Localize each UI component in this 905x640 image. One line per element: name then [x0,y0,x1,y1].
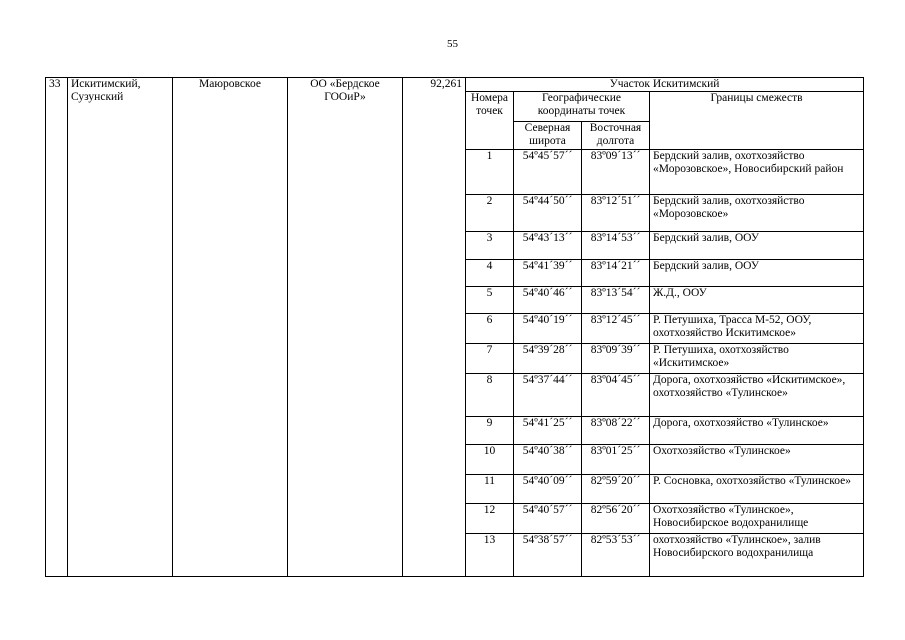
hunting-grounds-table [45,77,864,577]
district-cell: Искитимский, Сузунский [68,78,173,577]
point-number: 13 [466,534,514,577]
longitude-cell: 83º14´53´´ [582,232,650,260]
header-geo-coords: Географические координаты точек [514,92,650,122]
boundary-cell: Охотхозяйство «Тулинское» [650,445,864,475]
point-number: 9 [466,417,514,445]
boundary-cell: Бердский залив, ООУ [650,260,864,287]
organization-cell: ОО «Бердское ГООиР» [288,78,403,577]
longitude-cell: 83º08´22´´ [582,417,650,445]
longitude-cell: 82º56´20´´ [582,504,650,534]
point-number: 12 [466,504,514,534]
point-number: 2 [466,195,514,232]
boundary-cell: Р. Сосновка, охотхозяйство «Тулинское» [650,475,864,504]
latitude-cell: 54º40´09´´ [514,475,582,504]
header-north-latitude: Северная широта [514,122,582,150]
point-number: 5 [466,287,514,314]
longitude-cell: 83º13´54´´ [582,287,650,314]
page-number: 55 [447,38,458,50]
area-cell: 92,261 [403,78,466,577]
boundary-cell: Бердский залив, ООУ [650,232,864,260]
boundary-cell: Бердский залив, охотхозяйство «Морозовское», Новосибирский район [650,150,864,195]
longitude-cell: 83º09´13´´ [582,150,650,195]
latitude-cell: 54º37´44´´ [514,374,582,417]
longitude-cell: 83º04´45´´ [582,374,650,417]
latitude-cell: 54º40´57´´ [514,504,582,534]
boundary-cell: Р. Петушиха, Трасса М-52, ООУ, охотхозяйство Искитимское» [650,314,864,344]
boundary-cell: Р. Петушиха, охотхозяйство «Искитимское» [650,344,864,374]
longitude-cell: 83º09´39´´ [582,344,650,374]
longitude-cell: 83º14´21´´ [582,260,650,287]
latitude-cell: 54º40´19´´ [514,314,582,344]
latitude-cell: 54º45´57´´ [514,150,582,195]
latitude-cell: 54º40´46´´ [514,287,582,314]
latitude-cell: 54º40´38´´ [514,445,582,475]
header-boundaries: Границы смежеств [650,92,864,150]
latitude-cell: 54º44´50´´ [514,195,582,232]
boundary-cell: Охотхозяйство «Тулинское», Новосибирское водохранилище [650,504,864,534]
longitude-cell: 82º53´53´´ [582,534,650,577]
header-east-longitude: Восточная долгота [582,122,650,150]
point-number: 8 [466,374,514,417]
boundary-cell: охотхозяйство «Тулинское», залив Новосибирского водохранилища [650,534,864,577]
longitude-cell: 83º12´51´´ [582,195,650,232]
header-point-number: Номера точек [466,92,514,150]
boundary-cell: Бердский залив, охотхозяйство «Морозовское» [650,195,864,232]
point-number: 3 [466,232,514,260]
point-number: 6 [466,314,514,344]
latitude-cell: 54º38´57´´ [514,534,582,577]
boundary-cell: Дорога, охотхозяйство «Тулинское» [650,417,864,445]
boundary-cell: Дорога, охотхозяйство «Искитимское», охотхозяйство «Тулинское» [650,374,864,417]
point-number: 11 [466,475,514,504]
latitude-cell: 54º43´13´´ [514,232,582,260]
latitude-cell: 54º41´25´´ [514,417,582,445]
point-number: 10 [466,445,514,475]
point-number: 4 [466,260,514,287]
settlement-cell: Маюровское [173,78,288,577]
record-number: 33 [46,78,68,577]
latitude-cell: 54º41´39´´ [514,260,582,287]
point-number: 1 [466,150,514,195]
longitude-cell: 83º01´25´´ [582,445,650,475]
section-title: Участок Искитимский [466,78,864,92]
boundary-cell: Ж.Д., ООУ [650,287,864,314]
longitude-cell: 83º12´45´´ [582,314,650,344]
longitude-cell: 82º59´20´´ [582,475,650,504]
latitude-cell: 54º39´28´´ [514,344,582,374]
point-number: 7 [466,344,514,374]
